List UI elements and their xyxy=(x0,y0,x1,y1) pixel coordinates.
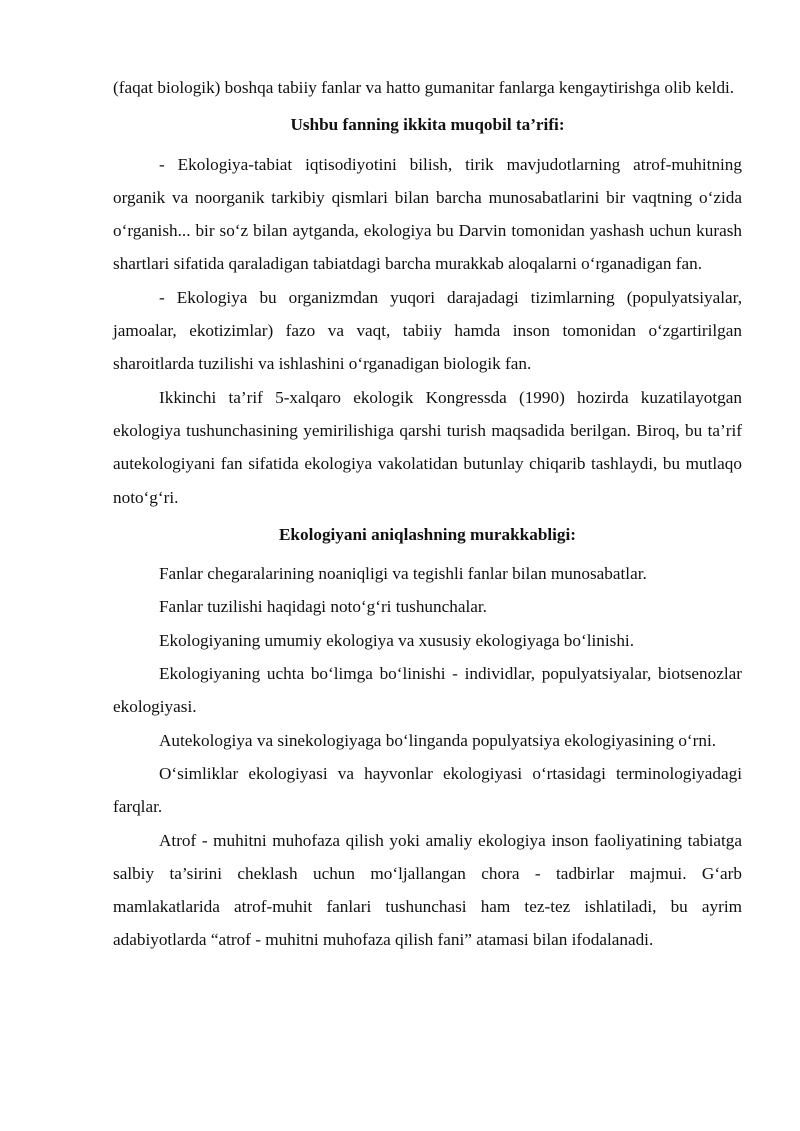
paragraph-definition-1: - Ekologiya-tabiat iqtisodiyotini bilish, tirik mavjudotlarning atrof-muhitning organik va noorganik tarkibiy qismlari bilan barcha munosabatlarini bir vaqtning o‘zida o‘rganish... bir so‘z bilan aytganda, ekologiya bu Darvin tomonidan yashash uchun kurash shartlari sifatida qaraladigan tabiatdagi barcha murakkab aloqalarni o‘rganadigan fan. xyxy=(113,154,742,274)
list-item: Autekologiya va sinekologiyaga bo‘linganda populyatsiya ekologiyasining o‘rni. xyxy=(159,730,717,750)
heading-alternative-definitions: Ushbu fanning ikkita muqobil ta’rifi: xyxy=(290,115,565,135)
list-item: O‘simliklar ekologiyasi va hayvonlar ekologiyasi o‘rtasidagi terminologiyadagi farqlar. xyxy=(113,763,742,817)
list-item: Ekologiyaning umumiy ekologiya va xususiy ekologiyaga bo‘linishi. xyxy=(159,630,634,650)
document-page xyxy=(113,71,742,957)
list-item: Ekologiyaning uchta bo‘limga bo‘linishi - individlar, populyatsiyalar, biotsenozlar ekologiyasi. xyxy=(113,664,742,717)
paragraph-protection: Atrof - muhitni muhofaza qilish yoki amaliy ekologiya inson faoliyatining tabiatga salbiy ta’sirini cheklash uchun mo‘ljallangan chora - tadbirlar majmui. G‘arb mamlakatlarida atrof-muhit fanlari tushunchasi ham tez-tez ishlatiladi, bu ayrim adabiyotlarda “atrof - muhitni muhofaza qilish fani” atamasi bilan ifodalanadi. xyxy=(113,830,742,950)
paragraph-intro: (faqat biologik) boshqa tabiiy fanlar va hatto gumanitar fanlarga kengaytirishga olib keldi. xyxy=(113,78,735,97)
list-item: Fanlar chegaralarining noaniqligi va tegishli fanlar bilan munosabatlar. xyxy=(159,564,647,584)
paragraph-congress: Ikkinchi ta’rif 5-xalqaro ekologik Kongressda (1990) hozirda kuzatilayotgan ekologiya tushunchasining yemirilishiga qarshi turish maqsadida berilgan. Biroq, bu ta’rif autekologiyani fan sifatida ekologiya vakolatidan butunlay chiqarib tashlaydi, bu mutlaqo noto‘g‘ri. xyxy=(113,387,742,507)
paragraph-definition-2: - Ekologiya bu organizmdan yuqori darajadagi tizimlarning (populyatsiyalar, jamoalar, ekotizimlar) fazo va vaqt, tabiiy hamda inson tomonidan o‘zgartirilgan sharoitlarda tuzilishi va ishlashini o‘rganadigan biologik fan. xyxy=(113,287,742,374)
heading-complexity: Ekologiyani aniqlashning murakkabligi: xyxy=(278,524,577,544)
list-item: Fanlar tuzilishi haqidagi noto‘g‘ri tushunchalar. xyxy=(159,597,487,617)
